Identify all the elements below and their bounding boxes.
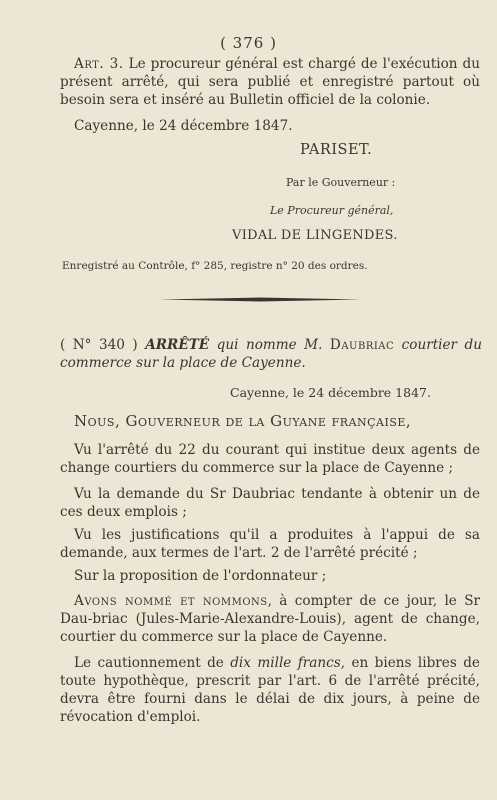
procureur-title: Le Procureur général, <box>270 204 394 217</box>
arrete-word: ARRÊTÉ <box>145 337 210 353</box>
vu-1: Vu l'arrêté du 22 du courant qui institue deux agents de change courtiers du commerce sur la place de Cayenne ; <box>60 442 480 476</box>
date-line-1: Cayenne, le 24 décembre 1847. <box>74 118 293 134</box>
arrete-heading <box>60 336 482 372</box>
vu-3: Vu les justifications qu'il a produites à l'appui de sa demande, aux termes de l'art. 2 de l'arrêté précité ; <box>60 527 480 561</box>
signature-pariset: PARISET. <box>300 142 373 158</box>
signature-vidal: VIDAL DE LINGENDES. <box>232 228 398 243</box>
article-text: Le procureur général est chargé de l'exécution du présent arrêté, qui sera publié et enregistré partout où besoin sera et inséré au Bulletin officiel de la colonie. <box>60 56 480 108</box>
cautionnement-c: , en biens libres de toute hypothèque, prescrit par l'art. 6 de l'arrêté précité, devra être fourni dans le délai de dix jours, à peine de révocation d'emploi. <box>60 655 480 725</box>
arrete-title-part: qui nomme M. <box>209 337 330 353</box>
page-number: ( 376 ) <box>220 34 277 52</box>
cautionnement <box>60 654 480 726</box>
arrete-title-end: courtier du commerce sur la place de Cayenne. <box>60 337 482 371</box>
date-line-2: Cayenne, le 24 décembre 1847. <box>230 385 431 400</box>
article-3 <box>60 55 480 109</box>
avons-nomme-text: , à compter de ce jour, le Sr Dau-briac (Jules-Marie-Alexandre-Louis), agent de change, courtier du commerce sur la place de Cayenne. <box>60 593 481 645</box>
nous-line: Nous, Gouverneur de la Guyane française, <box>74 412 412 430</box>
arrete-number: ( N° 340 ) <box>60 337 138 353</box>
par-le-gouverneur: Par le Gouverneur : <box>286 176 396 189</box>
vu-2: Vu la demande du Sr Daubriac tendante à obtenir un de ces deux emplois ; <box>60 486 480 520</box>
article-label: Art. 3. <box>74 56 124 72</box>
arrete-name: Daubriac <box>329 337 395 353</box>
cautionnement-a: Le cautionnement de <box>74 655 231 671</box>
enregistre-line: Enregistré au Contrôle, f° 285, registre n° 20 des ordres. <box>62 260 368 272</box>
divider-rule <box>160 297 360 302</box>
avons-nomme-caps: Avons nommé et nommons <box>74 593 268 609</box>
avons-nomme <box>60 592 480 646</box>
cautionnement-amount: dix mille francs <box>230 655 341 671</box>
proposition-line: Sur la proposition de l'ordonnateur ; <box>74 568 327 584</box>
